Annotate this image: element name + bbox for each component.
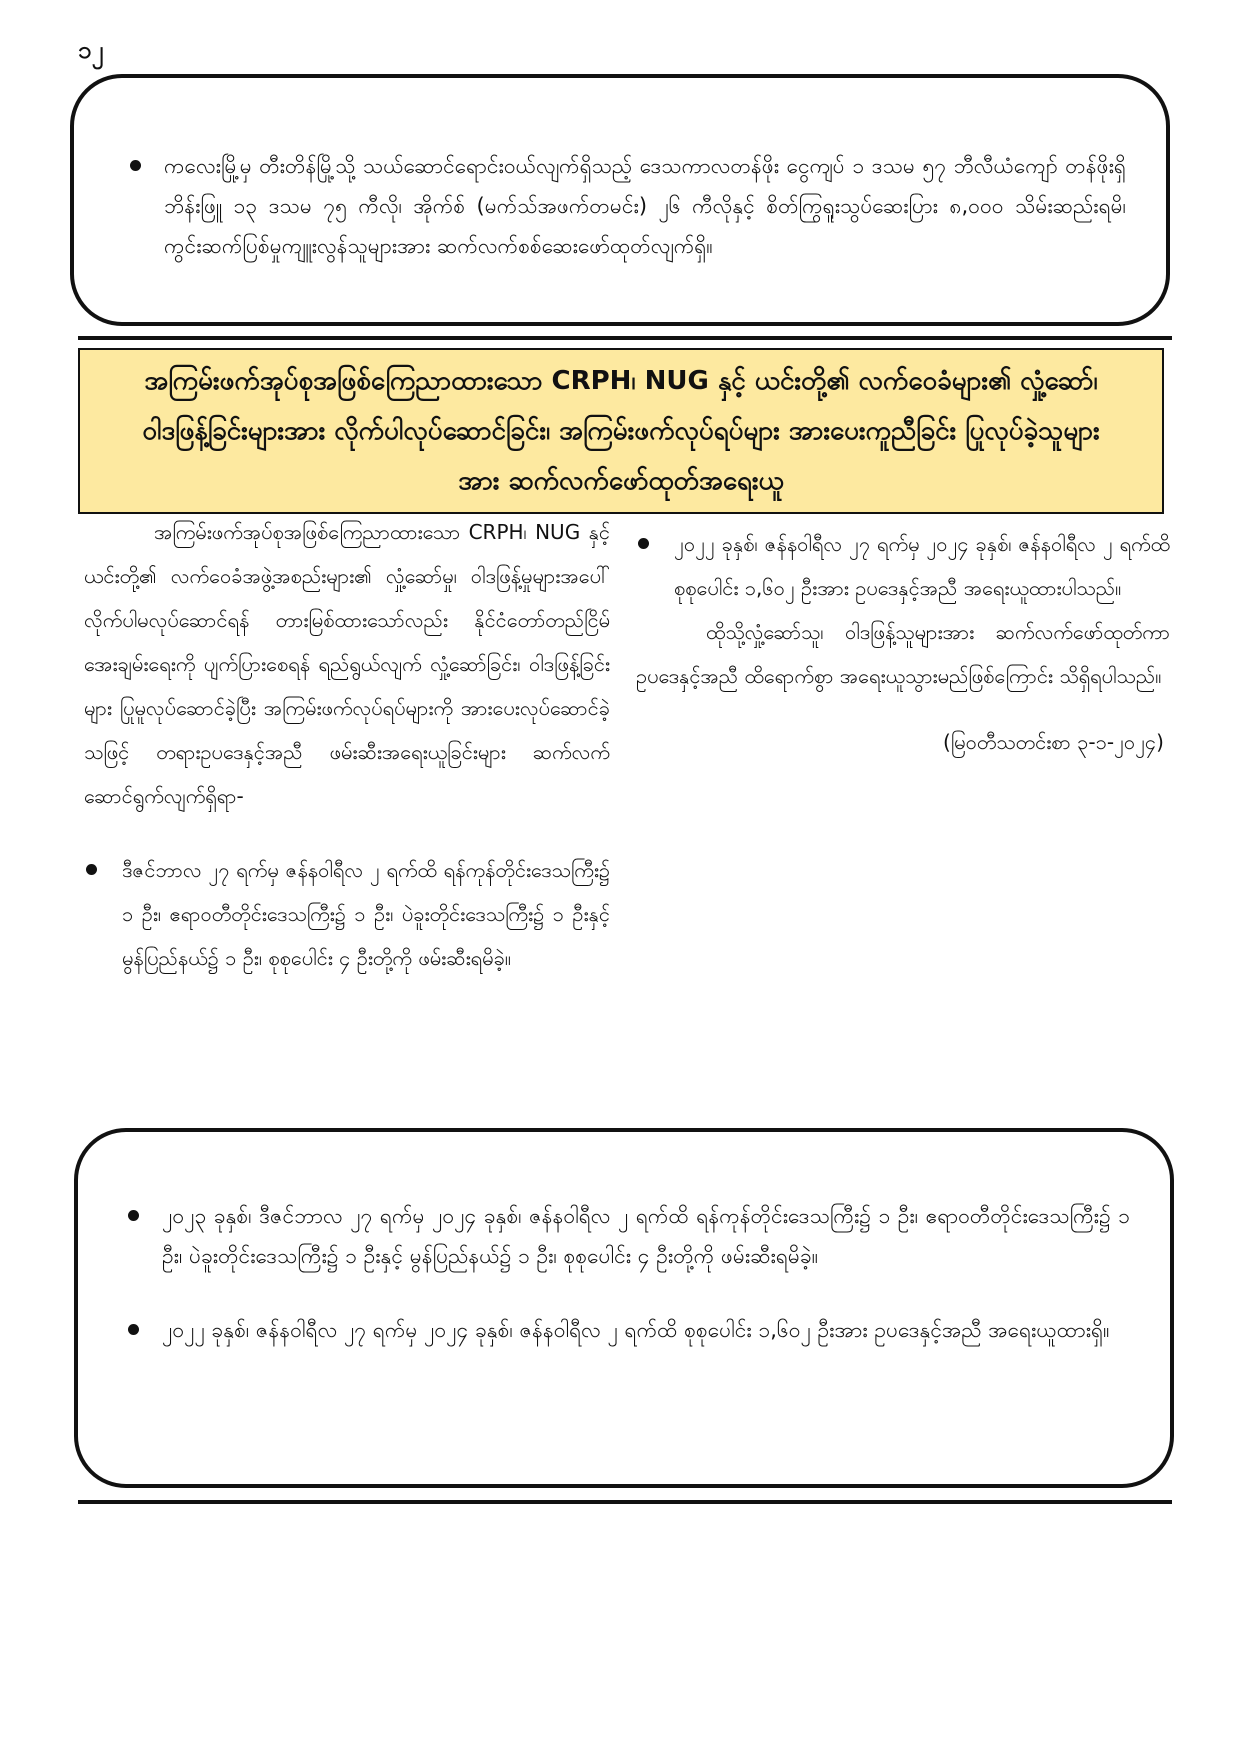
bullet-icon	[130, 160, 141, 171]
bullet-text: ၂၀၂၃ ခုနှစ်၊ ဒီဇင်ဘာလ ၂၇ ရက်မှ ၂၀၂၄ ခုနှစ်၊ ဇန်နဝါရီလ ၂ ရက်ထိ ရန်ကုန်တိုင်းဒေသကြီး၌ ၁ ဦး၊ ဧရာဝတီတိုင်းဒေသကြီး၌ ၁ ဦး၊ ပဲခူးတိုင်းဒေသကြီး၌ ၁ ဦးနှင့် မွန်ပြည်နယ်၌ ၁ ဦး၊ စုစုပေါင်း ၄ ဦးတို့ကို ဖမ်းဆီးရမိခဲ့။	[162, 1204, 1130, 1268]
divider	[78, 336, 1172, 340]
bottom-bullet-list	[100, 1196, 1130, 1384]
top-bullet-list	[102, 146, 1126, 266]
divider	[78, 1500, 1172, 1504]
bullet-text: ၂၀၂၂ ခုနှစ်၊ ဇန်နဝါရီလ ၂၇ ရက်မှ ၂၀၂၄ ခုနှစ်၊ ဇန်နဝါရီလ ၂ ရက်ထိ စုစုပေါင်း ၁,၆၀၂ ဦးအား ဥပဒေနှင့်အညီ အရေးယူထားပါသည်။	[674, 532, 1170, 600]
list-item	[100, 1310, 1130, 1350]
left-column	[84, 510, 610, 980]
headline: အကြမ်းဖက်အုပ်စုအဖြစ်ကြေညာထားသော CRPH၊ NUG နှင့် ယင်းတို့၏ လက်ဝေခံများ၏ လှုံ့ဆော်၊ ဝါဒဖြန့်ခြင်းများအား လိုက်ပါလုပ်ဆောင်ခြင်း၊ အကြမ်းဖက်လုပ်ရပ်များ အားပေးကူညီခြင်း ပြုလုပ်ခဲ့သူများအား ဆက်လက်ဖော်ထုတ်အရေးယူ	[142, 366, 1100, 496]
list-item	[102, 146, 1126, 266]
bullet-text: ကလေးမြို့မှ တီးတိန်မြို့သို့ သယ်ဆောင်ရောင်းဝယ်လျက်ရှိသည့် ဒေသကာလတန်ဖိုး ငွေကျပ် ၁ ဒသမ ၅၇ ဘီလီယံကျော် တန်ဖိုးရှိ ဘိန်းဖြူ ၁၃ ဒသမ ၇၅ ကီလို၊ အိုက်စ် (မက်သ်အဖက်တမင်း) ၂၆ ကီလိုနှင့် စိတ်ကြွရူးသွပ်ဆေးပြား ၈,၀၀၀ သိမ်းဆည်းရမိ၊ ကွင်းဆက်ပြစ်မှုကျူးလွန်သူများအား ဆက်လက်စစ်ဆေးဖော်ထုတ်လျက်ရှိ။	[164, 154, 1126, 258]
list-item	[100, 1196, 1130, 1276]
intro-paragraph: အကြမ်းဖက်အုပ်စုအဖြစ်ကြေညာထားသော CRPH၊ NUG နှင့် ယင်းတို့၏ လက်ဝေခံအဖွဲ့အစည်းများ၏ လှုံ့ဆော်မှု၊ ဝါဒဖြန့်မှုများအပေါ် လိုက်ပါမလုပ်ဆောင်ရန် တားမြစ်ထားသော်လည်း နိုင်ငံတော်တည်ငြိမ်အေးချမ်းရေးကို ပျက်ပြားစေရန် ရည်ရွယ်လျက် လှုံ့ဆော်ခြင်း၊ ဝါဒဖြန့်ခြင်းများ ပြုမူလုပ်ဆောင်ခဲ့ပြီး အကြမ်းဖက်လုပ်ရပ်များကို အားပေးလုပ်ဆောင်ခဲ့သဖြင့် တရားဥပဒေနှင့်အညီ ဖမ်းဆီးအရေးယူခြင်းများ ဆက်လက်ဆောင်ရွက်လျက်ရှိရာ-	[84, 520, 610, 808]
bullet-text: ဒီဇင်ဘာလ ၂၇ ရက်မှ ဇန်နဝါရီလ ၂ ရက်ထိ ရန်ကုန်တိုင်းဒေသကြီး၌ ၁ ဦး၊ ဧရာဝတီတိုင်းဒေသကြီး၌ ၁ ဦး၊ ပဲခူးတိုင်းဒေသကြီး၌ ၁ ဦးနှင့် မွန်ပြည်နယ်၌ ၁ ဦး၊ စုစုပေါင်း ၄ ဦးတို့ကို ဖမ်းဆီးရမိခဲ့။	[122, 858, 610, 970]
bottom-summary-box	[74, 1128, 1174, 1488]
right-bullet-list	[636, 522, 1170, 610]
bullet-icon	[128, 1210, 139, 1221]
bullet-icon	[128, 1324, 139, 1335]
bullet-icon	[638, 538, 649, 549]
top-summary-box	[70, 74, 1170, 326]
closing-paragraph: ထိုသို့လှုံ့ဆော်သူ၊ ဝါဒဖြန့်သူများအား ဆက်လက်ဖော်ထုတ်ကာ ဥပဒေနှင့်အညီ ထိရောက်စွာ အရေးယူသွားမည်ဖြစ်ကြောင်း သိရှိရပါသည်။	[636, 620, 1170, 688]
source-citation: (မြဝတီသတင်းစာ ၃-၁-၂၀၂၄)	[943, 730, 1164, 754]
bullet-icon	[86, 864, 97, 875]
left-bullet-list	[84, 848, 610, 980]
headline-box	[78, 348, 1164, 514]
right-column	[636, 522, 1170, 764]
list-item	[636, 522, 1170, 610]
bullet-text: ၂၀၂၂ ခုနှစ်၊ ဇန်နဝါရီလ ၂၇ ရက်မှ ၂၀၂၄ ခုနှစ်၊ ဇန်နဝါရီလ ၂ ရက်ထိ စုစုပေါင်း ၁,၆၀၂ ဦးအား ဥပဒေနှင့်အညီ အရေးယူထားရှိ။	[162, 1318, 1110, 1342]
list-item	[84, 848, 610, 980]
page-number: ၁၂	[78, 36, 104, 64]
